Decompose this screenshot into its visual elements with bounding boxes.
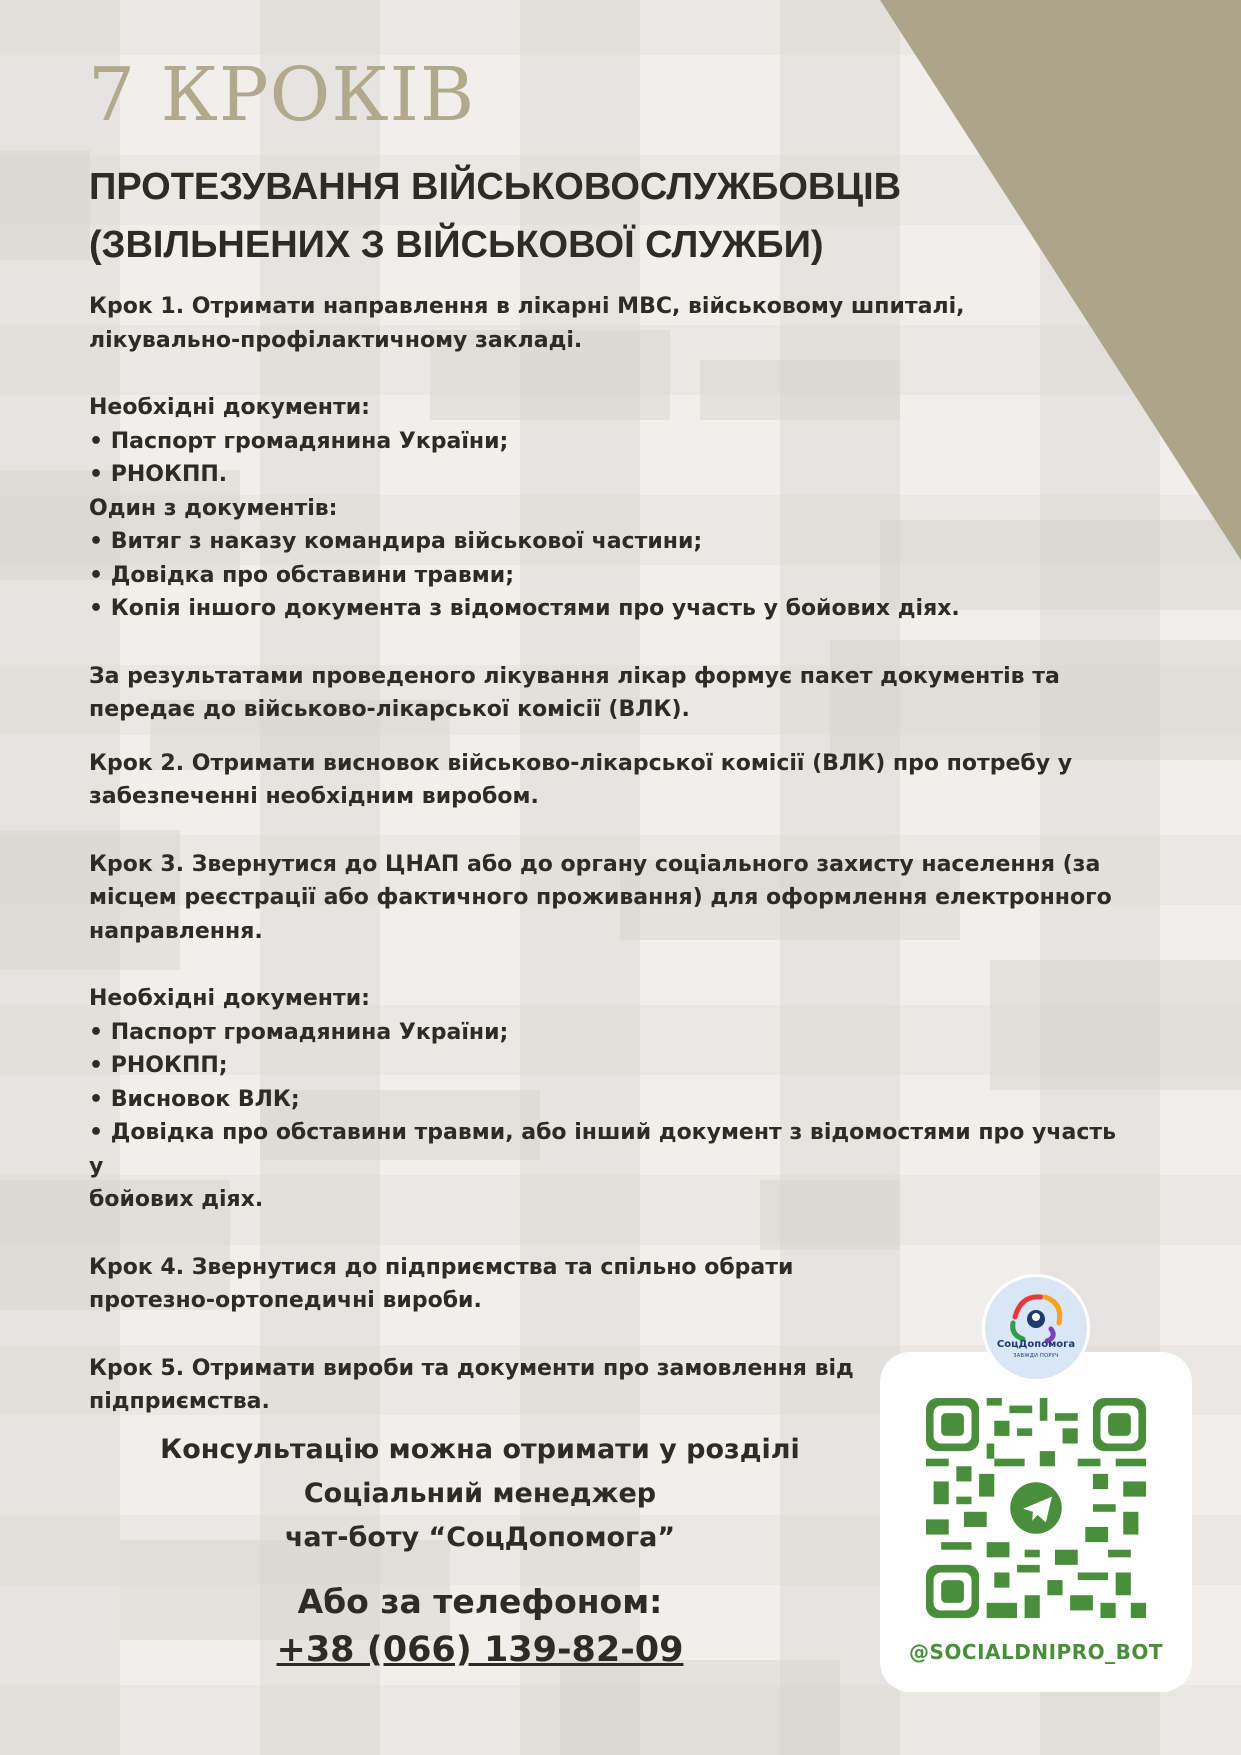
text-line: Соціальний менеджер <box>303 1478 657 1509</box>
text-line: Крок 2. Отримати висновок військово-лікарської комісії (ВЛК) про потребу у <box>89 750 1073 776</box>
text-line: За результатами проведеного лікування лікар формує пакет документів та <box>89 663 1060 689</box>
phone-label: Або за телефоном: <box>297 1582 663 1621</box>
step-1 <box>89 290 1129 727</box>
text-line: підприємства. <box>89 1389 270 1414</box>
text-line: місцем реєстрації або фактичного проживання) для оформлення електронного <box>89 885 1112 910</box>
list-item: • Копія іншого документа з відомостями про участь у бойових діях. <box>89 596 960 621</box>
list-item: • Довідка про обставини травми, або інший документ з відомостями про участь у <box>89 1120 1117 1179</box>
list-item: • Паспорт громадянина України; <box>89 1019 509 1045</box>
subtitle-line: (ЗВІЛЬНЕНИХ З ВІЙСЬКОВОЇ СЛУЖБИ) <box>89 224 824 266</box>
qr-card[interactable] <box>880 1352 1192 1692</box>
step-1-one-of-heading: Один з документів: <box>89 495 338 521</box>
text-line: забезпеченні необхідним виробом. <box>89 784 539 809</box>
list-item: • РНОКПП; <box>89 1053 228 1078</box>
text-line: чат-боту “СоцДопомога” <box>284 1522 676 1553</box>
page-title: 7 КРОКІВ <box>88 52 476 138</box>
step-2 <box>89 747 1129 814</box>
list-item: • Паспорт громадянина України; <box>89 428 509 454</box>
step-2-text <box>89 747 1129 814</box>
text-line: протезно-ортопедичні вироби. <box>89 1288 482 1313</box>
steps-content <box>89 290 1129 1419</box>
subtitle-line: ПРОТЕЗУВАННЯ ВІЙСЬКОВОСЛУЖБОВЦІВ <box>89 166 902 208</box>
text-line: Крок 4. Звернутися до підприємства та спільно обрати <box>89 1254 794 1280</box>
page-subtitle <box>89 158 989 274</box>
step-3-text <box>89 848 1129 949</box>
step-4-text <box>89 1251 1129 1318</box>
list-item: • РНОКПП. <box>89 462 228 487</box>
text-line: направлення. <box>89 918 263 944</box>
text-line: Консультацію можна отримати у розділі <box>160 1434 800 1465</box>
step-3 <box>89 848 1129 1217</box>
qr-code[interactable] <box>926 1398 1146 1618</box>
step-1-result <box>89 660 1129 727</box>
list-item: бойових діях. <box>89 1187 264 1212</box>
text-line: Крок 1. Отримати направлення в лікарні МВС, військовому шпиталі, <box>89 294 965 319</box>
list-item: • Висновок ВЛК; <box>89 1086 300 1112</box>
consultation-note <box>110 1428 850 1560</box>
step-1-text <box>89 290 1129 357</box>
logo-name: СоцДопомога <box>996 1339 1076 1350</box>
text-line: лікувально-профілактичному закладі. <box>89 327 583 353</box>
list-item: • Витяг з наказу командира військової частини; <box>89 529 703 554</box>
bot-handle[interactable]: @SOCIALDNIPRO_BOT <box>909 1640 1163 1664</box>
step-3-docs-heading: Необхідні документи: <box>89 986 370 1011</box>
text-line: передає до військово-лікарської комісії (ВЛК). <box>89 697 690 722</box>
text-line: Крок 3. Звернутися до ЦНАП або до органу соціального захисту населення (за <box>89 851 1101 877</box>
list-item: • Довідка про обставини травми; <box>89 562 515 588</box>
step-4 <box>89 1251 1129 1318</box>
socdopomoga-logo <box>985 1277 1087 1379</box>
logo-emblem-icon <box>985 1277 1087 1379</box>
phone-link[interactable]: +38 (066) 139-82-09 <box>276 1630 684 1670</box>
text-line: Крок 5. Отримати вироби та документи про замовлення від <box>89 1355 854 1381</box>
logo-tagline: ЗАВЖДИ ПОРУЧ <box>1013 1353 1059 1359</box>
step-1-docs-heading: Необхідні документи: <box>89 395 370 420</box>
